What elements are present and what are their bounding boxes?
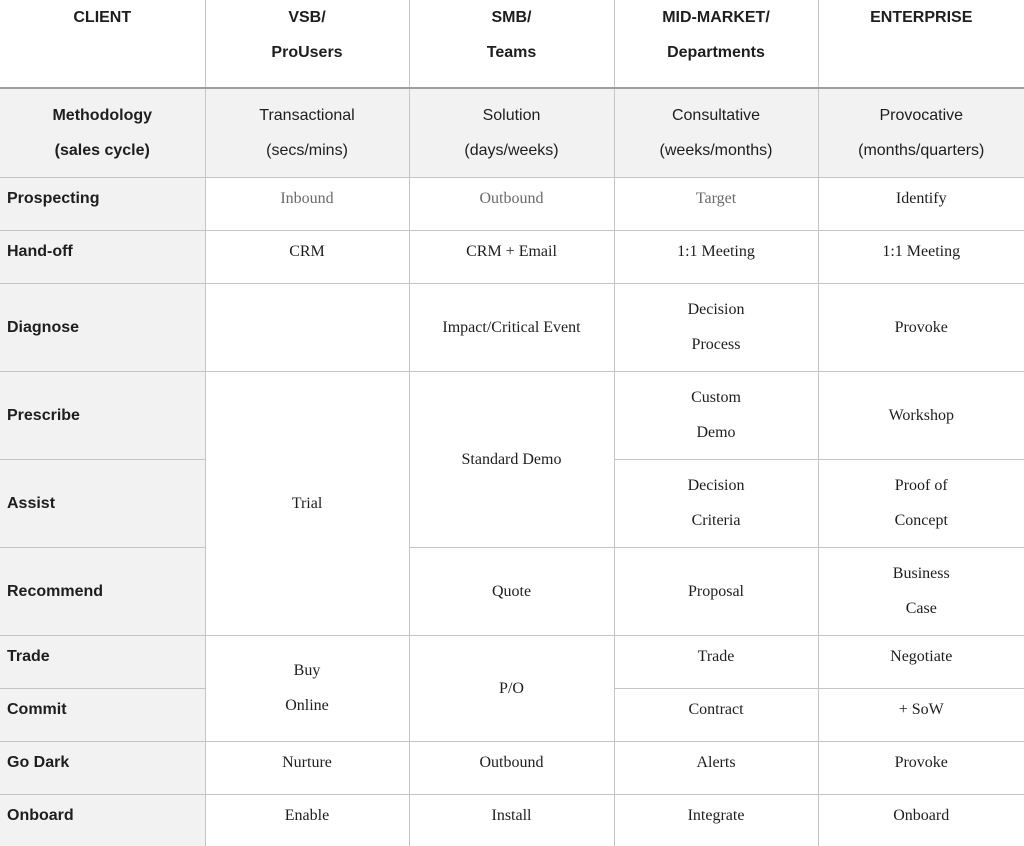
table-row: [0, 177, 1024, 230]
row-label-diagnose: Diagnose: [0, 283, 205, 371]
row-label-assist: Assist: [0, 459, 205, 547]
table-row: [0, 794, 1024, 846]
cell-prospecting-mid: Target: [614, 177, 818, 230]
row-label-godark: Go Dark: [0, 741, 205, 794]
cell-trial-vsb: Trial: [205, 371, 409, 635]
cell-diagnose-vsb: [205, 283, 409, 371]
row-label-prospecting: Prospecting: [0, 177, 205, 230]
cell-commit-ent: + SoW: [818, 688, 1024, 741]
table-row: [0, 547, 1024, 635]
cell-godark-mid: Alerts: [614, 741, 818, 794]
row-label-recommend: Recommend: [0, 547, 205, 635]
methodology-vsb: Transactional (secs/mins): [205, 88, 409, 177]
header-smb: SMB/ Teams: [409, 0, 614, 88]
header-client: CLIENT: [0, 0, 205, 88]
cell-onboard-mid: Integrate: [614, 794, 818, 846]
cell-prospecting-smb: Outbound: [409, 177, 614, 230]
cell-prescribe-mid: Custom Demo: [614, 371, 818, 459]
table-row: [0, 371, 1024, 459]
methodology-ent: Provocative (months/quarters): [818, 88, 1024, 177]
table-row: [0, 741, 1024, 794]
header-mid-market: MID-MARKET/ Departments: [614, 0, 818, 88]
row-label-onboard: Onboard: [0, 794, 205, 846]
table-row: [0, 230, 1024, 283]
header-enterprise: ENTERPRISE: [818, 0, 1024, 88]
cell-diagnose-ent: Provoke: [818, 283, 1024, 371]
methodology-row: [0, 88, 1024, 177]
cell-godark-ent: Provoke: [818, 741, 1024, 794]
cell-po-smb: P/O: [409, 635, 614, 741]
cell-recommend-mid: Proposal: [614, 547, 818, 635]
cell-recommend-smb: Quote: [409, 547, 614, 635]
cell-commit-mid: Contract: [614, 688, 818, 741]
cell-onboard-smb: Install: [409, 794, 614, 846]
header-row: [0, 0, 1024, 88]
cell-diagnose-mid: Decision Process: [614, 283, 818, 371]
table-row: [0, 635, 1024, 688]
cell-onboard-vsb: Enable: [205, 794, 409, 846]
cell-buy-online-vsb: Buy Online: [205, 635, 409, 741]
cell-assist-ent: Proof of Concept: [818, 459, 1024, 547]
cell-godark-smb: Outbound: [409, 741, 614, 794]
cell-prescribe-ent: Workshop: [818, 371, 1024, 459]
row-label-prescribe: Prescribe: [0, 371, 205, 459]
cell-trade-ent: Negotiate: [818, 635, 1024, 688]
cell-prospecting-ent: Identify: [818, 177, 1024, 230]
methodology-mid: Consultative (weeks/months): [614, 88, 818, 177]
cell-trade-mid: Trade: [614, 635, 818, 688]
methodology-smb: Solution (days/weeks): [409, 88, 614, 177]
cell-handoff-smb: CRM + Email: [409, 230, 614, 283]
cell-assist-mid: Decision Criteria: [614, 459, 818, 547]
cell-handoff-ent: 1:1 Meeting: [818, 230, 1024, 283]
header-vsb: VSB/ ProUsers: [205, 0, 409, 88]
cell-prospecting-vsb: Inbound: [205, 177, 409, 230]
cell-diagnose-smb: Impact/Critical Event: [409, 283, 614, 371]
row-label-handoff: Hand-off: [0, 230, 205, 283]
cell-handoff-mid: 1:1 Meeting: [614, 230, 818, 283]
cell-standard-demo-smb: Standard Demo: [409, 371, 614, 547]
row-label-trade: Trade: [0, 635, 205, 688]
methodology-label: Methodology (sales cycle): [0, 88, 205, 177]
cell-handoff-vsb: CRM: [205, 230, 409, 283]
table-row: [0, 283, 1024, 371]
row-label-commit: Commit: [0, 688, 205, 741]
cell-onboard-ent: Onboard: [818, 794, 1024, 846]
cell-godark-vsb: Nurture: [205, 741, 409, 794]
cell-recommend-ent: Business Case: [818, 547, 1024, 635]
